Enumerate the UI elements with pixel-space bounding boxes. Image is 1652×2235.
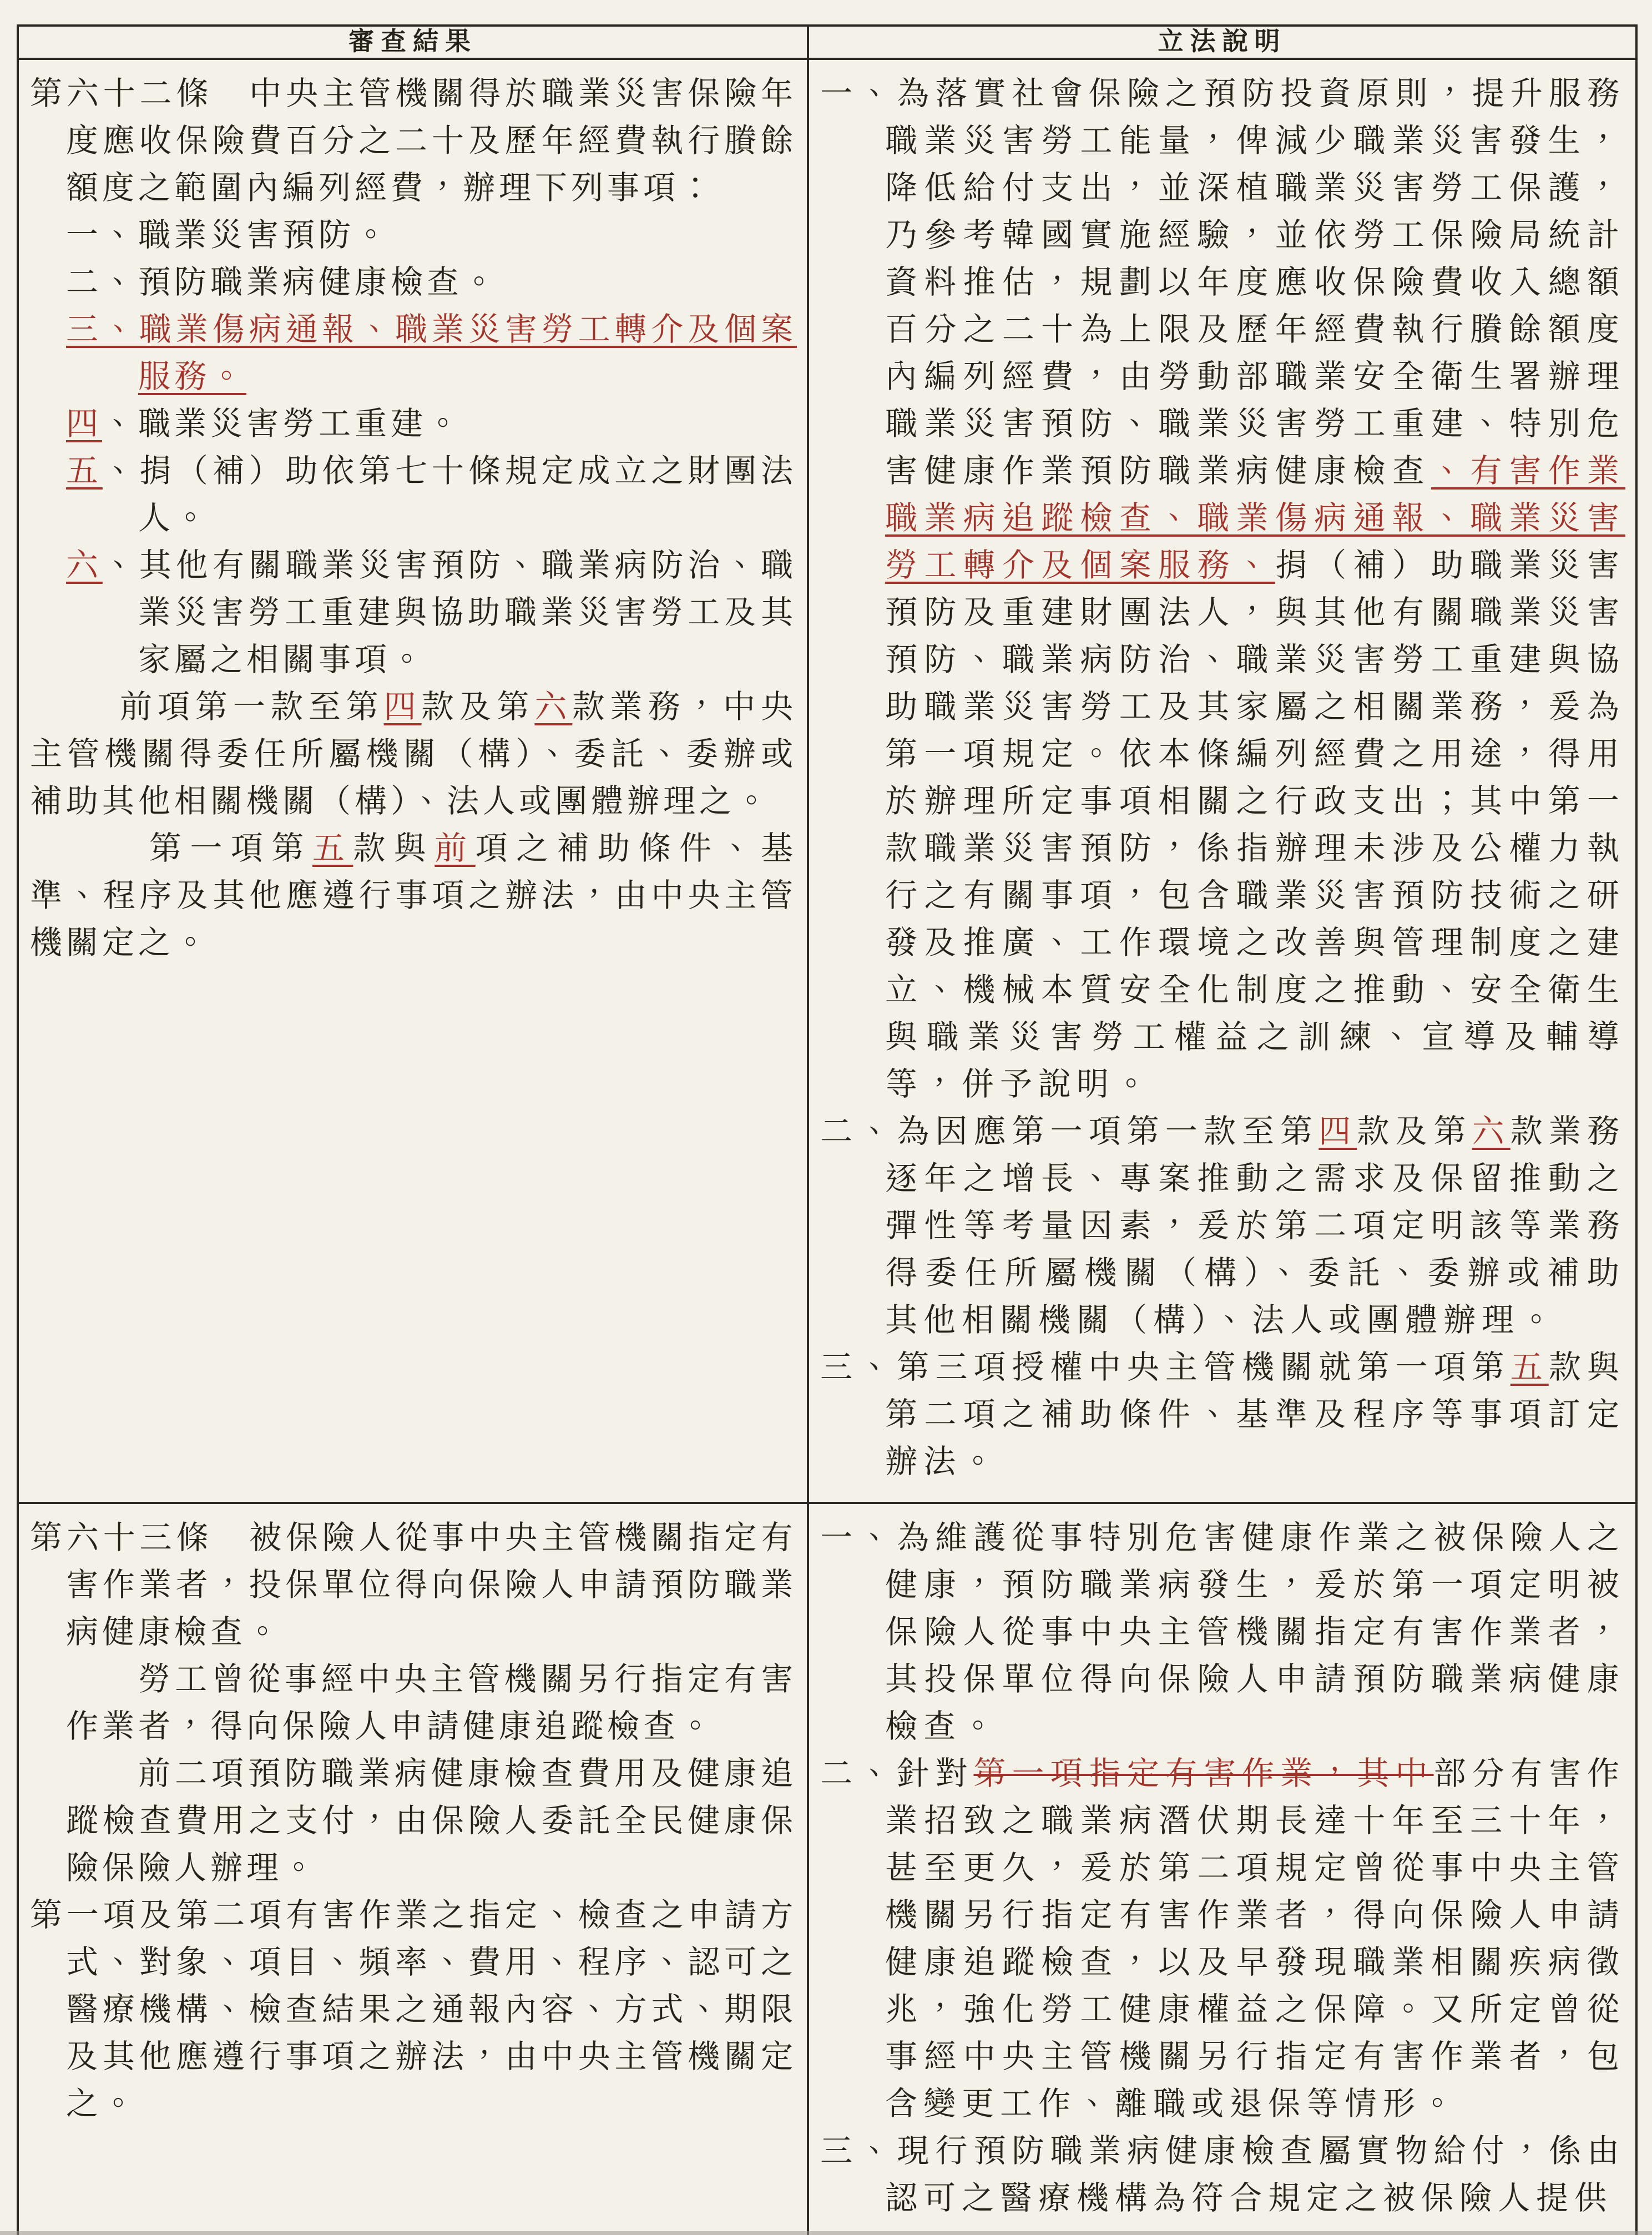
amendment-inserted-text: 六 [534,689,573,725]
amendment-inserted-text: 四 [383,689,422,725]
paragraph [820,1108,1625,1344]
paragraph [30,306,797,400]
scan-edge-artifact [0,2231,1652,2235]
body-text: 、捐（補）助依第七十條規定成立之財團法人。 [102,453,797,536]
body-text: 一、職業災害預防。 [66,217,391,253]
paragraph [30,1514,797,1656]
amendment-inserted-text: 六 [1472,1113,1510,1149]
legislation-comparison-table [17,24,1638,2235]
body-text: 款業務，中央主管機關得委任所屬機關（構）、委託、委辦或補助其他相關機關（構）、法人或團體辦理之。 [30,689,797,819]
body-text: 第六十二條 中央主管機關得於職業災害保險年度應收保險費百分之二十及歷年經費執行賸餘額度之範圍內編列經費，辦理下列事項： [30,75,797,206]
amendment-inserted-text: 四 [66,406,103,442]
body-text: 勞工曾從事經中央主管機關另行指定有害作業者，得向保險人申請健康追蹤檢查。 [66,1661,797,1744]
paragraph [820,1514,1625,1750]
body-text: 項之補助條件、基準、程序及其他應遵行事項之辦法，由中央主管機關定之。 [30,830,797,961]
body-text: 款及第 [421,689,535,725]
body-text: 、職業災害勞工重建。 [102,406,463,442]
body-text: 第一項及第二項有害作業之指定、檢查之申請方式、對象、項目、頻率、費用、程序、認可之醫療機構、檢查結果之通報內容、方式、期限及其他應遵行事項之辦法，由中央主管機關定之。 [30,1897,797,2122]
cell-article-62-review-result [19,60,807,1502]
body-text: 三、第三項授權中央主管機關就第一項第 [820,1349,1510,1385]
body-text: 一、為維護從事特別危害健康作業之被保險人之健康，預防職業病發生，爰於第一項定明被保險人從事中央主管機關指定有害作業者，其投保單位得向保險人申請預防職業病健康檢查。 [820,1520,1625,1744]
paragraph [30,259,797,306]
body-text: 部分有害作業招致之職業病潛伏期長達十年至三十年，甚至更久，爰於第二項規定曾從事中央主管機關另行指定有害作業者，得向保險人申請健康追蹤檢查，以及早發現職業相關疾病徵兆，強化勞工健康權益之保障。又所定曾從事經中央主管機關另行指定有害作業者，包含變更工作、離職或退保等情形。 [885,1755,1625,2122]
body-text: 、其他有關職業災害預防、職業病防治、職業災害勞工重建與協助職業災害勞工及其家屬之相關事項。 [102,547,797,678]
column-header-legislative-explanation: 立法說明 [807,27,1635,58]
amendment-inserted-text: 六 [66,547,103,583]
table-row-article-63 [19,1502,1635,2235]
table-row-article-62 [19,58,1635,1502]
column-header-review-result: 審查結果 [348,27,478,56]
paragraph [820,1344,1625,1485]
amendment-inserted-text: 四 [1318,1113,1357,1149]
amendment-inserted-text: 、有害作業職業病追蹤檢查、職業傷病通報、職業災害勞工轉介及個案服務、 [885,453,1625,583]
paragraph [820,1750,1625,2127]
body-text: 二、預防職業病健康檢查。 [66,264,499,300]
amendment-deleted-text: 第一項指定有害作業，其中 [973,1755,1434,1792]
body-text: 款與 [353,830,435,866]
paragraph [30,1656,797,1750]
amendment-inserted-text: 三、職業傷病通報、職業災害勞工轉介及個案服務。 [66,311,797,395]
body-text: 前項第一款至第 [120,689,384,725]
body-text: 前二項預防職業病健康檢查費用及健康追蹤檢查費用之支付，由保險人委託全民健康保險保險人辦理。 [66,1755,797,1886]
cell-article-63-legislative-explanation [807,1504,1635,2235]
body-text: 第六十三條 被保險人從事中央主管機關指定有害作業者，投保單位得向保險人申請預防職業病健康檢查。 [30,1520,797,1650]
body-text: 二、針對 [820,1755,974,1792]
amendment-inserted-text: 五 [1510,1349,1549,1385]
body-text: 三、現行預防職業病健康檢查屬實物給付，係由認可之醫療機構為符合規定之被保險人提供 [820,2133,1625,2216]
paragraph [30,400,797,447]
body-text: 款與第二項之補助條件、基準及程序等事項訂定辦法。 [885,1349,1625,1480]
amendment-inserted-text: 前 [435,830,476,866]
cell-article-62-legislative-explanation [807,60,1635,1502]
amendment-inserted-text: 五 [312,830,353,866]
paragraph [30,1891,797,2127]
table-header-row [19,27,1635,58]
paragraph [30,70,797,211]
paragraph [30,211,797,259]
paragraph [820,70,1625,1108]
paragraph [30,825,797,966]
body-text: 第一項第 [149,830,312,866]
amendment-inserted-text: 五 [66,453,103,489]
body-text: 款及第 [1357,1113,1472,1149]
body-text: 二、為因應第一項第一款至第 [820,1113,1319,1149]
body-text: 款業務逐年之增長、專案推動之需求及保留推動之彈性等考量因素，爰於第二項定明該等業務得委任所屬機關（構）、委託、委辦或補助其他相關機關（構）、法人或團體辦理。 [885,1113,1625,1338]
paragraph [30,1750,797,1891]
body-text: 一、為落實社會保險之預防投資原則，提升服務職業災害勞工能量，俾減少職業災害發生，降低給付支出，並深植職業災害勞工保護，乃參考韓國實施經驗，並依勞工保險局統計資料推估，規劃以年度應收保險費收入總額百分之二十為上限及歷年經費執行賸餘額度內編列經費，由勞動部職業安全衛生署辦理職業災害預防、職業災害勞工重建、特別危害健康作業預防職業病健康檢查 [820,75,1625,489]
paragraph [820,2127,1625,2222]
paragraph [30,542,797,683]
paragraph [30,683,797,825]
body-text: 捐（補）助職業災害預防及重建財團法人，與其他有關職業災害預防、職業病防治、職業災害勞工重建與協助職業災害勞工及其家屬之相關業務，爰為第一項規定。依本條編列經費之用途，得用於辦理所定事項相關之行政支出；其中第一款職業災害預防，係指辦理未涉及公權力執行之有關事項，包含職業災害預防技術之研發及推廣、工作環境之改善與管理制度之建立、機械本質安全化制度之推動、安全衛生與職業災害勞工權益之訓練、宣導及輔導等，併予說明。 [885,547,1625,1102]
cell-article-63-review-result [19,1504,807,2235]
paragraph [30,447,797,542]
